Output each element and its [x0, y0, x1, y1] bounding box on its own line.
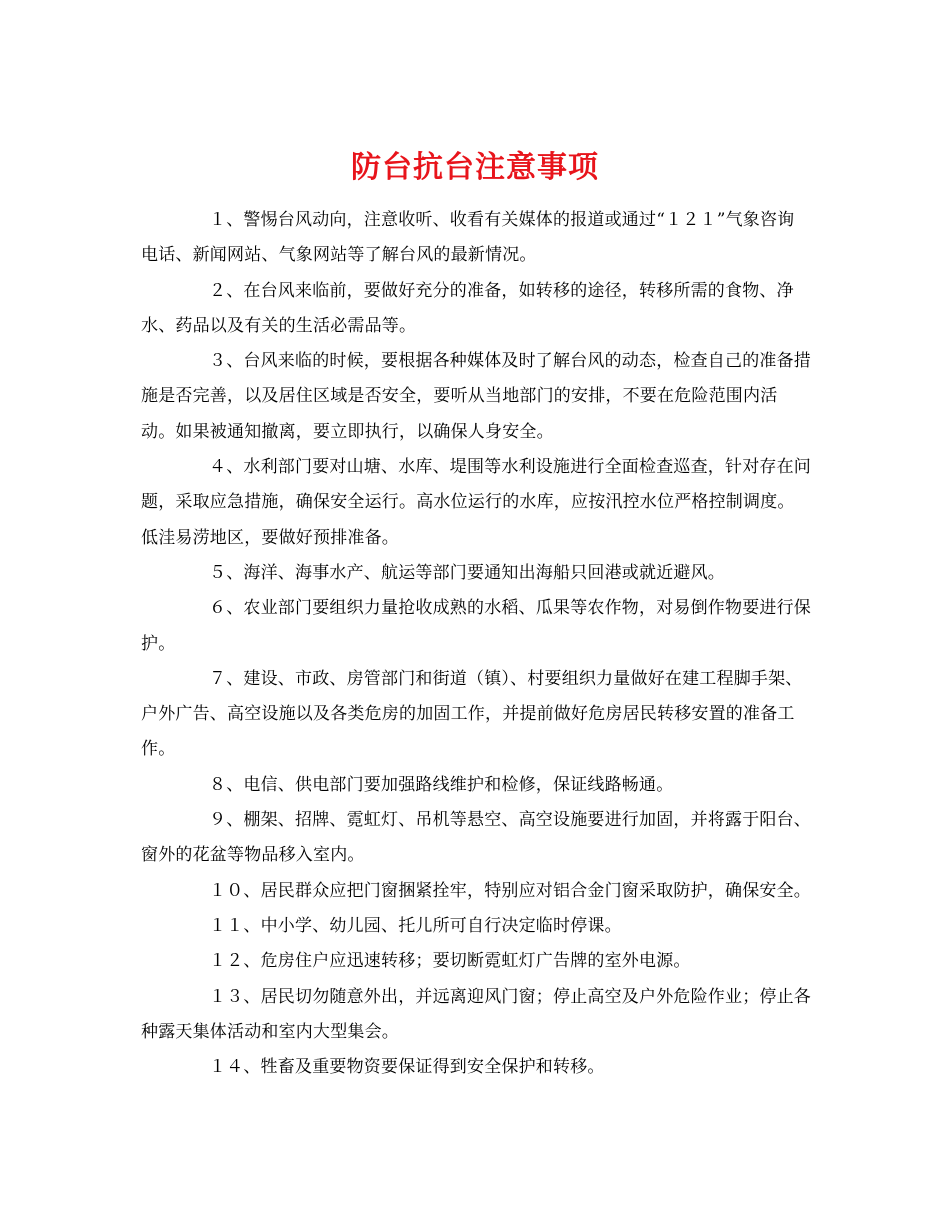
paragraph-6: ６、农业部门要组织力量抢收成熟的水稻、瓜果等农作物，对易倒作物要进行保护。: [141, 598, 811, 654]
paragraph-2: ２、在台风来临前，要做好充分的准备，如转移的途径，转移所需的食物、净水、药品以及有关的生活必需品等。: [141, 280, 794, 336]
document-body: [141, 203, 811, 1085]
paragraph-12: １２、危房住户应迅速转移；要切断霓虹灯广告牌的室外电源。: [209, 951, 691, 972]
paragraph-9: ９、棚架、招牌、霓虹灯、吊机等悬空、高空设施要进行加固，并将露于阳台、窗外的花盆等物品移入室内。: [141, 810, 811, 866]
paragraph-13: １３、居民切勿随意外出，并远离迎风门窗；停止高空及户外危险作业；停止各种露天集体活动和室内大型集会。: [141, 986, 811, 1042]
paragraph-7: ７、建设、市政、房管部门和街道（镇）、村要组织力量做好在建工程脚手架、户外广告、高空设施以及各类危房的加固工作，并提前做好危房居民转移安置的准备工作。: [141, 668, 803, 760]
paragraph-8: ８、电信、供电部门要加强路线维护和检修，保证线路畅通。: [209, 774, 674, 795]
paragraph-1: １、警惕台风动向，注意收听、收看有关媒体的报道或通过“１２１”气象咨询电话、新闻网站、气象网站等了解台风的最新情况。: [141, 210, 795, 266]
paragraph-4: ４、水利部门要对山塘、水库、堤围等水利设施进行全面检查巡查，针对存在问题，采取应急措施，确保安全运行。高水位运行的水库，应按汛控水位严格控制调度。低洼易涝地区，要做好预排准备。: [141, 457, 811, 548]
document-title: 防台抗台注意事项: [351, 150, 599, 186]
paragraph-3: ３、台风来临的时候，要根据各种媒体及时了解台风的动态，检查自己的准备措施是否完善，以及居住区域是否安全，要听从当地部门的安排，不要在危险范围内活动。如果被通知撤离，要立即执行，以确保人身安全。: [141, 351, 811, 442]
paragraph-11: １１、中小学、幼儿园、托儿所可自行决定临时停课。: [209, 915, 622, 936]
paragraph-14: １４、牲畜及重要物资要保证得到安全保护和转移。: [209, 1057, 605, 1078]
paragraph-5: ５、海洋、海事水产、航运等部门要通知出海船只回港或就近避风。: [209, 562, 725, 583]
paragraph-10: １０、居民群众应把门窗捆紧拴牢，特别应对铝合金门窗采取防护，确保安全。: [209, 880, 811, 901]
